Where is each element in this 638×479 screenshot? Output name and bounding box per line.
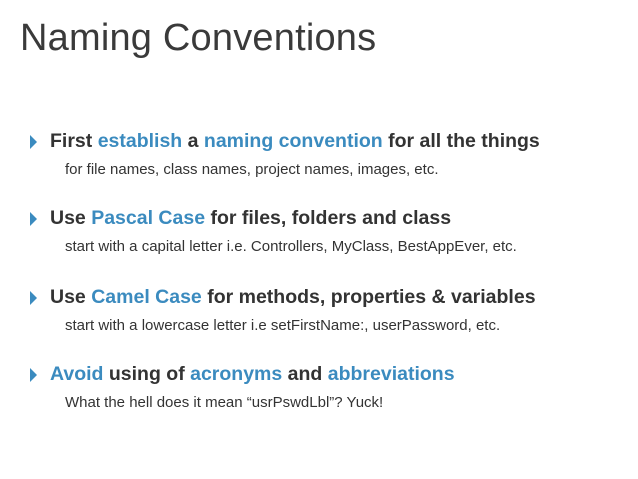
highlight-text: abbreviations	[327, 363, 455, 385]
bullet-heading	[30, 359, 630, 389]
highlight-text: Avoid	[50, 363, 104, 385]
heading-text: for all the things	[382, 130, 540, 152]
heading-text: a	[182, 130, 204, 152]
bullet-subtext: start with a capital letter i.e. Controllers, MyClass, BestAppEver, etc.	[65, 238, 517, 255]
highlight-text: naming convention	[203, 130, 383, 152]
highlight-text: establish	[97, 130, 183, 152]
triangle-right-icon	[30, 135, 37, 149]
bullet-item-2	[30, 203, 630, 255]
highlight-text: acronyms	[190, 363, 283, 385]
heading-text: for files, folders and class	[205, 207, 452, 229]
triangle-right-icon	[30, 368, 37, 382]
bullet-item-4	[30, 359, 630, 411]
heading-text: First	[50, 130, 98, 152]
bullet-heading	[30, 126, 630, 156]
bullet-heading-text	[50, 359, 455, 389]
bullet-heading-text	[50, 282, 536, 312]
highlight-text: Pascal Case	[91, 207, 206, 229]
heading-text: Use	[50, 207, 92, 229]
heading-text: Use	[50, 286, 92, 308]
heading-text: for methods, properties & variables	[201, 286, 536, 308]
bullet-item-1	[30, 126, 630, 178]
triangle-right-icon	[30, 291, 37, 305]
bullet-subtext: What the hell does it mean “usrPswdLbl”? Yuck!	[65, 394, 384, 411]
bullet-subtext: for file names, class names, project names, images, etc.	[65, 161, 439, 178]
triangle-right-icon	[30, 212, 37, 226]
bullet-heading	[30, 203, 630, 233]
heading-text: and	[282, 363, 328, 385]
bullet-subtext: start with a lowercase letter i.e setFirstName:, userPassword, etc.	[65, 317, 501, 334]
highlight-text: Camel Case	[91, 286, 202, 308]
bullet-heading	[30, 282, 630, 312]
slide-title: Naming Conventions	[20, 17, 377, 59]
bullet-item-3	[30, 282, 630, 334]
bullet-heading-text	[50, 126, 540, 156]
bullet-heading-text	[50, 203, 451, 233]
heading-text: using of	[103, 363, 191, 385]
